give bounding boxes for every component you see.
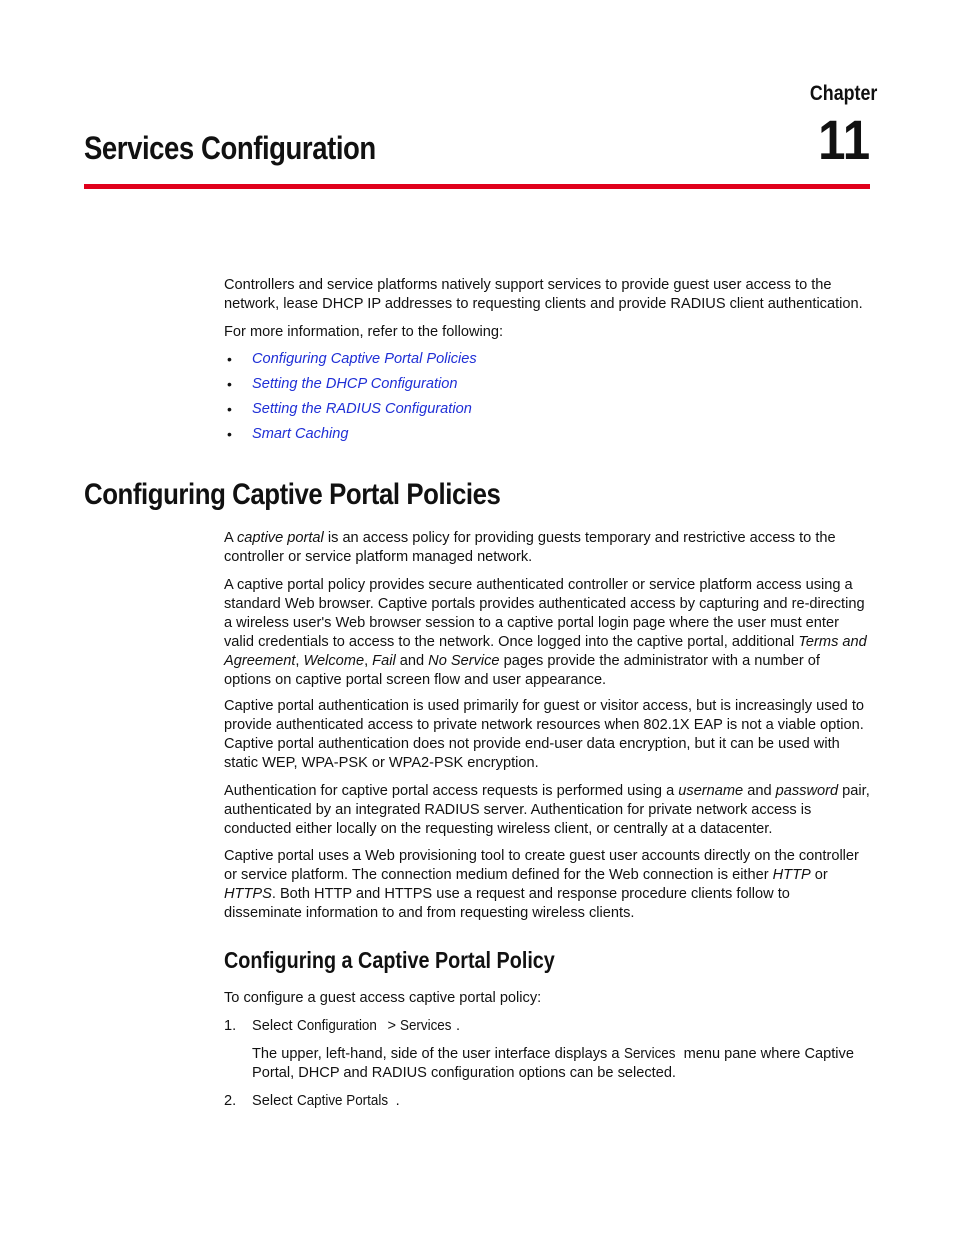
text: pages provide the administrator with a number of options on captive portal screen flow and user appearance. (224, 653, 820, 688)
text: and (395, 653, 429, 669)
link-smart-caching[interactable]: Smart Caching (252, 426, 349, 442)
subsection-heading: Configuring a Captive Portal Policy (224, 947, 555, 973)
text: Authentication for captive portal access requests is performed using a (224, 783, 679, 799)
emphasis: HTTPS (224, 886, 272, 902)
step-text (252, 1017, 460, 1036)
emphasis: Welcome (303, 653, 365, 669)
procedure-intro: To configure a guest access captive portal policy: (224, 990, 542, 1006)
text: menu pane where Captive Portal, DHCP and RADIUS configuration options can be selected. (252, 1046, 854, 1081)
step-1-note (252, 1045, 870, 1083)
link-setting-radius-configuration[interactable]: Setting the RADIUS Configuration (252, 401, 472, 417)
captive-portal-requests-paragraph (224, 782, 870, 839)
ui-term: Configuration (296, 1018, 377, 1034)
chapter-label: Chapter (809, 82, 877, 105)
chapter-number: 11 (817, 108, 870, 171)
intro-paragraph: Controllers and service platforms natively support services to provide guest user access to the network, lease DHCP IP addresses to requesting clients and provide RADIUS client authentication. (224, 277, 863, 312)
text: . Both HTTP and HTTPS use a request and response procedure clients follow to disseminate information to and from requesting wireless clients. (224, 886, 790, 921)
captive-portal-policy-paragraph (224, 576, 870, 690)
chapter-rule (84, 184, 870, 189)
bullet: • (227, 376, 232, 392)
bullet: • (227, 426, 232, 442)
emphasis: captive portal (236, 530, 324, 546)
link-setting-dhcp-configuration[interactable]: Setting the DHCP Configuration (252, 376, 458, 392)
step-text (252, 1092, 400, 1111)
text: Select (252, 1093, 297, 1109)
step-number: 2. (224, 1093, 237, 1109)
emphasis: password (775, 783, 839, 799)
section-heading: Configuring Captive Portal Policies (84, 478, 501, 511)
chapter-title: Services Configuration (84, 130, 376, 166)
link-configuring-captive-portal-policies[interactable]: Configuring Captive Portal Policies (252, 351, 477, 367)
text: The upper, left-hand, side of the user interface displays a (252, 1046, 624, 1062)
text: and (743, 783, 776, 799)
captive-portal-definition (224, 529, 870, 567)
step-number: 1. (224, 1018, 237, 1034)
text: . (395, 1093, 400, 1109)
text: , (364, 653, 373, 669)
ui-term: Captive Portals (296, 1093, 388, 1109)
text: A (224, 530, 237, 546)
captive-portal-provisioning-paragraph (224, 847, 870, 923)
ui-term: Services (623, 1046, 676, 1062)
captive-portal-auth-paragraph: Captive portal authentication is used primarily for guest or visitor access, but is increasingly used to provide authenticated access to private network resources when 802.1X EAP is not a viable option. Captive portal authentication does not provide end-user data encryption, but it can be used with static WEP, WPA-PSK or WPA2-PSK encryption. (224, 698, 864, 771)
text: > (383, 1018, 401, 1034)
bullet: • (227, 401, 232, 417)
bullet: • (227, 351, 232, 367)
text: pair, authenticated by an integrated RADIUS server. Authentication for private network access is conducted either locally on the requesting wireless client, or centrally at a datacenter. (224, 783, 870, 837)
text: Captive portal uses a Web provisioning tool to create guest user accounts directly on the controller or service platform. The connection medium defined for the Web connection is either (224, 848, 859, 883)
text: or (810, 867, 828, 883)
emphasis: No Service (428, 653, 500, 669)
text: . (456, 1018, 461, 1034)
text: is an access policy for providing guests temporary and restrictive access to the controller or service platform managed network. (224, 530, 836, 565)
emphasis: Terms and Agreement (224, 634, 867, 669)
emphasis: HTTP (772, 867, 811, 883)
text: A captive portal policy provides secure authenticated controller or service platform access using a standard Web browser. Captive portals provides authenticated access by capturing and re-directing a wireless user's Web browser session to a captive portal login page where the user must enter valid credentials to access to the network. Once logged into the captive portal, additional (224, 577, 865, 650)
intro-refer-text: For more information, refer to the following: (224, 324, 504, 340)
emphasis: Fail (372, 653, 396, 669)
ui-term: Services (400, 1018, 452, 1034)
emphasis: username (678, 783, 744, 799)
text: , (295, 653, 304, 669)
text: Select (252, 1018, 297, 1034)
